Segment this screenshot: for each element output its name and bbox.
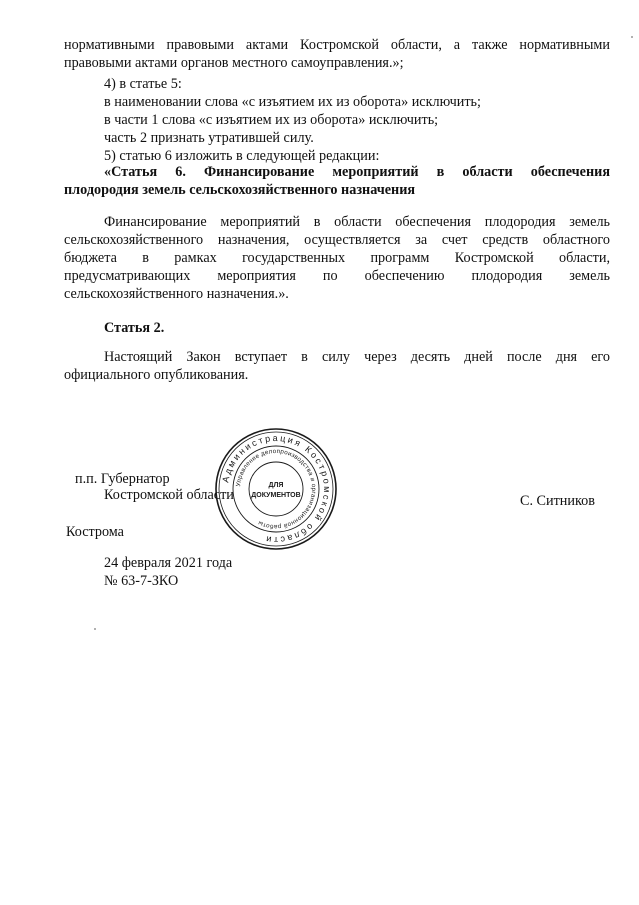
text-line: сельскохозяйственного назначения.». (64, 286, 289, 302)
date: 24 февраля 2021 года (104, 555, 233, 571)
official-seal (213, 426, 339, 552)
seal-inner-text: Управление делопроизводства и организационной работы (235, 447, 318, 531)
text-line: бюджета в рамках государственных программ Костромской области, (64, 250, 610, 266)
text-line: официального опубликования. (64, 367, 249, 383)
text-line: 5) статью 6 изложить в следующей редакции: (104, 148, 380, 164)
scan-speck (94, 628, 96, 630)
seal-center-line2: ДОКУМЕНТОВ (251, 492, 301, 499)
text-line: 4) в статье 5: (104, 76, 182, 92)
document-number: № 63-7-ЗКО (104, 573, 179, 589)
text-line: предусматривающих мероприятия по обеспечению плодородия земель (64, 268, 610, 284)
seal-outer-text: Администрация Костромской области (220, 432, 333, 546)
text-line: правовыми актами органов местного самоуправления.»; (64, 55, 404, 71)
article-heading: «Статья 6. Финансирование мероприятий в области обеспечения (104, 164, 610, 180)
text-line: сельскохозяйственного назначения, осуществляется за счет средств областного (64, 232, 610, 248)
article-heading: плодородия земель сельскохозяйственного назначения (64, 182, 416, 198)
text-line: нормативными правовыми актами Костромской области, а также нормативными (64, 37, 610, 53)
signature-position: п.п. Губернатор (75, 471, 170, 487)
text-line: часть 2 признать утратившей силу. (104, 130, 314, 146)
signature-region: Костромской области (104, 487, 234, 503)
scan-speck (631, 36, 633, 38)
seal-center-line1: ДЛЯ (268, 482, 284, 489)
text-line: Финансирование мероприятий в области обеспечения плодородия земель (104, 214, 610, 230)
article-title: Статья 2. (104, 320, 165, 336)
place: Кострома (66, 524, 124, 540)
text-line: в части 1 слова «с изъятием их из оборота» исключить; (104, 112, 439, 128)
seal-graphic (213, 426, 339, 552)
signature-name: С. Ситников (520, 493, 595, 509)
text-line: Настоящий Закон вступает в силу через десять дней после дня его (104, 349, 610, 365)
text-line: в наименовании слова «с изъятием их из оборота» исключить; (104, 94, 481, 110)
